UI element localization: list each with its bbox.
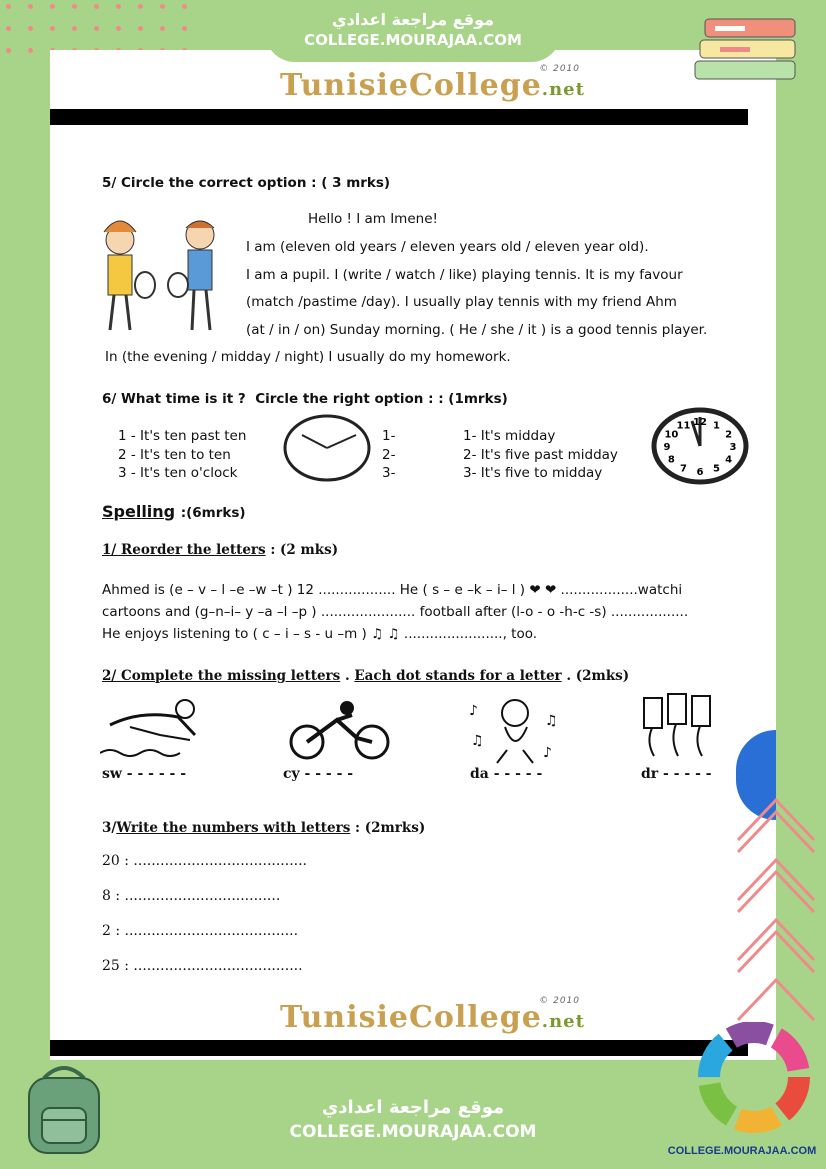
decorative-dot	[6, 26, 11, 31]
ex5-line-2: I am (eleven old years / eleven years old / eleven year old).	[246, 239, 649, 255]
number-line-20: 20 : .......................................	[102, 853, 307, 869]
ex5-line-1: Hello ! I am Imene!	[308, 211, 438, 227]
svg-text:♫: ♫	[471, 733, 484, 749]
complete-subtitle: Each dot stands for a letter	[354, 668, 562, 684]
dancing-illustration	[465, 695, 565, 765]
decorative-dot	[50, 4, 55, 9]
clock-number: 10	[664, 429, 679, 441]
logo-main: TunisieCollege	[280, 68, 542, 103]
word-drink: dr - - - - -	[641, 766, 712, 782]
decorative-dot	[50, 26, 55, 31]
clock-five-to-midday	[650, 407, 750, 485]
reorder-line-1: Ahmed is (e – v – l –e –w –t ) 12 .................. He ( s – e –k – i– l ) ❤ ❤ ..................watchi	[102, 582, 683, 598]
footer-tab	[265, 1075, 561, 1169]
spelling-marks: :(6mrks)	[180, 505, 246, 521]
complete-heading: 2/ Complete the missing letters . Each dot stands for a letter . (2mks)	[102, 668, 630, 684]
word-swim: sw - - - - - -	[102, 766, 187, 782]
reorder-title: 1/ Reorder the letters	[102, 542, 266, 558]
ex6-title	[102, 391, 508, 407]
header-url[interactable]: COLLEGE.MOURAJAA.COM	[304, 31, 522, 49]
clock-number: 8	[667, 454, 675, 466]
swimming-illustration	[100, 695, 210, 760]
header-tab	[265, 0, 561, 62]
decorative-dot	[94, 26, 99, 31]
ex6-subtitle: Circle the right option : : (1mrks)	[255, 391, 508, 407]
decorative-dot	[138, 26, 143, 31]
logo-suffix-bottom: .net	[541, 1011, 585, 1032]
decorative-dot	[160, 26, 165, 31]
clock-number: 12	[693, 417, 707, 428]
decorative-dot	[116, 26, 121, 31]
books-icon	[690, 14, 810, 94]
decorative-dot	[72, 26, 77, 31]
logo-main-bottom: TunisieCollege	[280, 1000, 542, 1035]
ex6-left-option-1: 1 - It's ten past ten	[118, 428, 247, 444]
spelling-heading	[102, 502, 246, 521]
header-arabic: موقع مراجعة اعدادي	[331, 10, 495, 29]
decorative-dot	[72, 4, 77, 9]
ex6-mid-number-1: 1-	[382, 428, 396, 444]
decorative-dot	[138, 4, 143, 9]
corner-logo-text: COLLEGE.MOURAJAA.COM	[667, 1145, 817, 1157]
decorative-dot	[160, 4, 165, 9]
reorder-heading	[102, 542, 338, 558]
worksheet-page	[50, 50, 776, 1060]
cycling-illustration	[282, 700, 397, 760]
clock-number: 6	[696, 467, 704, 478]
numbers-prefix: 3/	[102, 820, 117, 836]
decorative-dot	[28, 26, 33, 31]
clock-number: 11	[676, 420, 691, 432]
clock-number: 9	[663, 442, 671, 453]
reorder-marks: : (2 mks)	[270, 542, 339, 558]
word-cycle: cy - - - - -	[283, 766, 354, 782]
numbers-heading	[102, 820, 425, 836]
clock-ten-past-ten	[282, 413, 372, 483]
ex6-mid-number-2: 2-	[382, 447, 396, 463]
children-tennis-illustration	[90, 210, 240, 345]
ex6-right-option-1: 1- It's midday	[463, 428, 556, 444]
bottom-black-bar	[50, 1040, 748, 1056]
drinking-illustration	[640, 690, 720, 760]
ex5-title: 5/ Circle the correct option : ( 3 mrks)	[102, 175, 391, 191]
svg-text:♫: ♫	[545, 713, 558, 729]
spelling-title: Spelling	[102, 502, 176, 521]
clock-number: 2	[725, 429, 733, 441]
chevron-up-decoration-icon	[734, 790, 818, 1040]
decorative-dot	[28, 48, 33, 53]
logo-suffix: .net	[541, 79, 585, 100]
complete-marks: (2mks)	[575, 668, 630, 684]
svg-text:♪: ♪	[469, 703, 478, 719]
footer-url[interactable]: COLLEGE.MOURAJAA.COM	[289, 1122, 537, 1142]
site-logo-top	[280, 64, 585, 108]
site-logo-bottom	[280, 996, 585, 1040]
decorative-dot	[182, 4, 187, 9]
word-dance: da - - - - -	[470, 766, 543, 782]
ex6-mid-number-3: 3-	[382, 465, 396, 481]
decorative-dot	[182, 26, 187, 31]
college-circle-logo-icon	[694, 1022, 816, 1142]
reorder-line-3: He enjoys listening to ( c – i – s - u –m ) ♫ ♫ ......................., too.	[102, 626, 538, 642]
clock-number: 5	[713, 463, 720, 475]
decorative-dot	[6, 48, 11, 53]
footer-arabic: موقع مراجعة اعدادي	[321, 1097, 505, 1118]
ex6-right-option-2: 2- It's five past midday	[463, 447, 618, 463]
clock-number: 3	[729, 442, 737, 453]
ex6-right-option-3: 3- It's five to midday	[463, 465, 603, 481]
ex6-title-text: 6/ What time is it ?	[102, 391, 246, 407]
ex5-line-4: (match /pastime /day). I usually play tennis with my friend Ahm	[246, 294, 677, 310]
ex6-left-option-2: 2 - It's ten to ten	[118, 447, 231, 463]
numbers-title: Write the numbers with letters	[116, 820, 351, 836]
reorder-line-2: cartoons and (g–n–i– y –a –l –p ) ...................... football after (l-o - o -h-c -s) ..................	[102, 604, 689, 620]
number-line-25: 25 : ......................................	[102, 958, 303, 974]
ex5-line-6: In (the evening / midday / night) I usually do my homework.	[105, 349, 511, 365]
clock-number: 7	[680, 463, 687, 475]
ex5-line-5: (at / in / on) Sunday morning. ( He / she / it ) is a good tennis player.	[246, 322, 708, 338]
ex6-left-option-3: 3 - It's ten o'clock	[118, 465, 238, 481]
decorative-dot	[116, 4, 121, 9]
decorative-dot	[6, 4, 11, 9]
ex5-line-3: I am a pupil. I (write / watch / like) playing tennis. It is my favour	[246, 267, 683, 283]
decorative-dot	[28, 4, 33, 9]
svg-text:♪: ♪	[543, 745, 552, 761]
logo-copyright-bottom: © 2010	[539, 996, 580, 1006]
numbers-marks: : (2mrks)	[355, 820, 426, 836]
complete-title: 2/ Complete the missing letters	[102, 668, 341, 684]
logo-copyright: © 2010	[539, 64, 580, 74]
number-line-8: 8 : ...................................	[102, 888, 281, 904]
clock-number: 4	[725, 454, 733, 466]
decorative-dot	[94, 4, 99, 9]
number-line-2: 2 : .......................................	[102, 923, 299, 939]
clock-number: 1	[713, 420, 720, 432]
backpack-icon	[14, 1058, 114, 1158]
top-black-bar	[50, 109, 748, 125]
